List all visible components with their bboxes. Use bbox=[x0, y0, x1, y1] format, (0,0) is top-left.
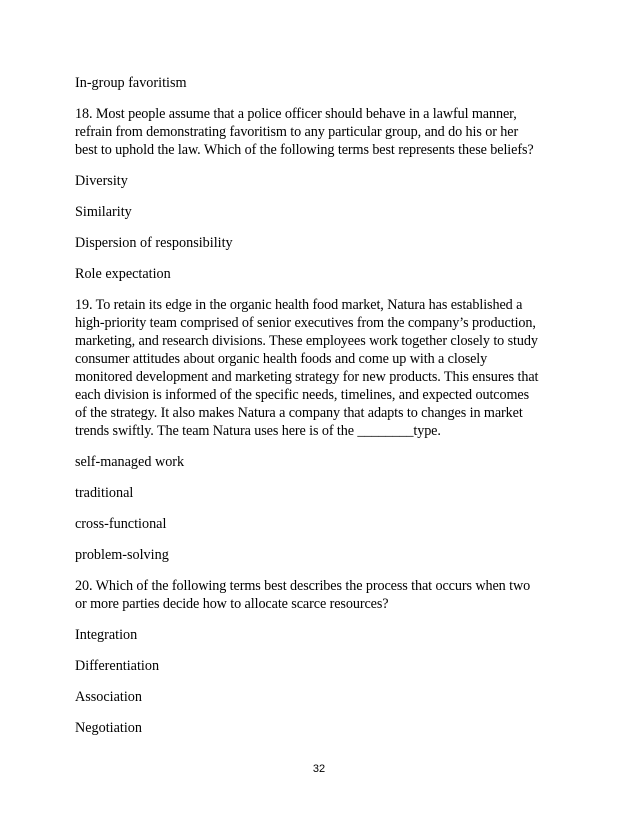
answer-option: Role expectation bbox=[75, 266, 171, 282]
answer-option: traditional bbox=[75, 485, 134, 501]
answer-option: cross-functional bbox=[75, 516, 167, 532]
question-line: consumer attitudes about organic health foods and come up with a closely bbox=[75, 351, 488, 367]
answer-option: Differentiation bbox=[75, 658, 160, 674]
answer-option: Association bbox=[75, 689, 142, 705]
question-line: 18. Most people assume that a police officer should behave in a lawful manner, bbox=[75, 106, 517, 122]
document-body bbox=[75, 74, 567, 737]
question-line: of the strategy. It also makes Natura a company that adapts to changes in market bbox=[75, 405, 523, 421]
answer-option: self-managed work bbox=[75, 454, 185, 470]
question-line: trends swiftly. The team Natura uses here is of the ________type. bbox=[75, 423, 441, 439]
answer-option: Similarity bbox=[75, 204, 132, 220]
answer-option: Integration bbox=[75, 627, 138, 643]
page-number: 32 bbox=[312, 763, 326, 775]
question-line: 20. Which of the following terms best describes the process that occurs when two bbox=[75, 578, 531, 594]
answer-option: Diversity bbox=[75, 173, 128, 189]
question-line: marketing, and research divisions. These employees work together closely to study bbox=[75, 333, 538, 349]
question-line: 19. To retain its edge in the organic health food market, Natura has established a bbox=[75, 297, 523, 313]
question-text bbox=[75, 296, 567, 440]
question-line: high-priority team comprised of senior executives from the company’s production, bbox=[75, 315, 536, 331]
answer-option: Negotiation bbox=[75, 720, 142, 736]
question-line: monitored development and marketing strategy for new products. This ensures that bbox=[75, 369, 539, 385]
question-text bbox=[75, 105, 567, 159]
answer-option: Dispersion of responsibility bbox=[75, 235, 233, 251]
question-line: or more parties decide how to allocate scarce resources? bbox=[75, 596, 389, 612]
answer-option: In-group favoritism bbox=[75, 75, 187, 91]
question-line: refrain from demonstrating favoritism to any particular group, and do his or her bbox=[75, 124, 519, 140]
question-line: each division is informed of the specific needs, timelines, and expected outcomes bbox=[75, 387, 530, 403]
question-line: best to uphold the law. Which of the following terms best represents these beliefs? bbox=[75, 142, 534, 158]
question-text bbox=[75, 577, 567, 613]
answer-option: problem-solving bbox=[75, 547, 169, 563]
